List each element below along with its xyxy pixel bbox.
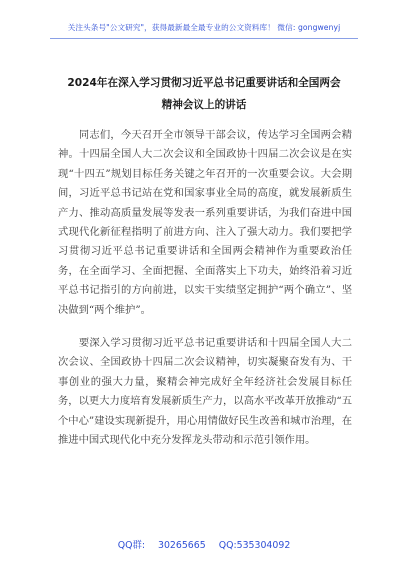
footer-qq-group: QQ群: 30265665 xyxy=(117,540,206,551)
title-line-1: 2024年在深入学习贯彻习近平总书记重要讲话和全国两会 xyxy=(67,77,341,89)
document-title xyxy=(40,72,368,116)
paragraph-spacer xyxy=(58,320,352,334)
paragraph-2 xyxy=(58,334,352,450)
footer-qq-number: QQ:535304092 xyxy=(218,540,291,551)
header-divider xyxy=(50,38,358,39)
paragraph-1 xyxy=(58,126,352,320)
document-body xyxy=(58,126,352,451)
paragraph-2-text: 要深入学习贯彻习近平总书记重要讲话和十四届全国人大二次会议、全国政协十四届二次会议精神，切实凝聚奋发有为、干事创业的强大力量，聚精会神完成好全年经济社会发展目标任务，以更大力度培育发展新质生产力，以高水平改革开放推动“五个中心”建设实现新提升，用心用情做好民生改善和城市治理，在推进中国式现代化中充分发挥龙头带动和示范引领作用。 xyxy=(58,337,352,447)
footer-contact xyxy=(0,537,408,551)
title-line-2: 精神会议上的讲话 xyxy=(161,99,247,111)
paragraph-1-text: 同志们，今天召开全市领导干部会议，传达学习全国两会精神。十四届全国人大二次会议和全国政协十四届二次会议是在实现“十四五”规划目标任务关键之年召开的一次重要会议。大会期间，习近平总书记站在党和国家事业全局的高度，就发展新质生产力、推动高质量发展等发表一系列重要讲话，为我们奋进中国式现代化新征程指明了前进方向、注入了强大动力。我们要把学习贯彻习近平总书记重要讲话和全国两会精神作为重要政治任务，在全面学习、全面把握、全面落实上下功夫，始终沿着习近平总书记指引的方向前进，以实干实绩坚定拥护“两个确立”、坚决做到“两个维护”。 xyxy=(58,129,352,316)
header-banner: 关注头条号"公文研究"，获得最新最全最专业的公文资料库！ 微信: gongwenyj xyxy=(67,23,341,32)
